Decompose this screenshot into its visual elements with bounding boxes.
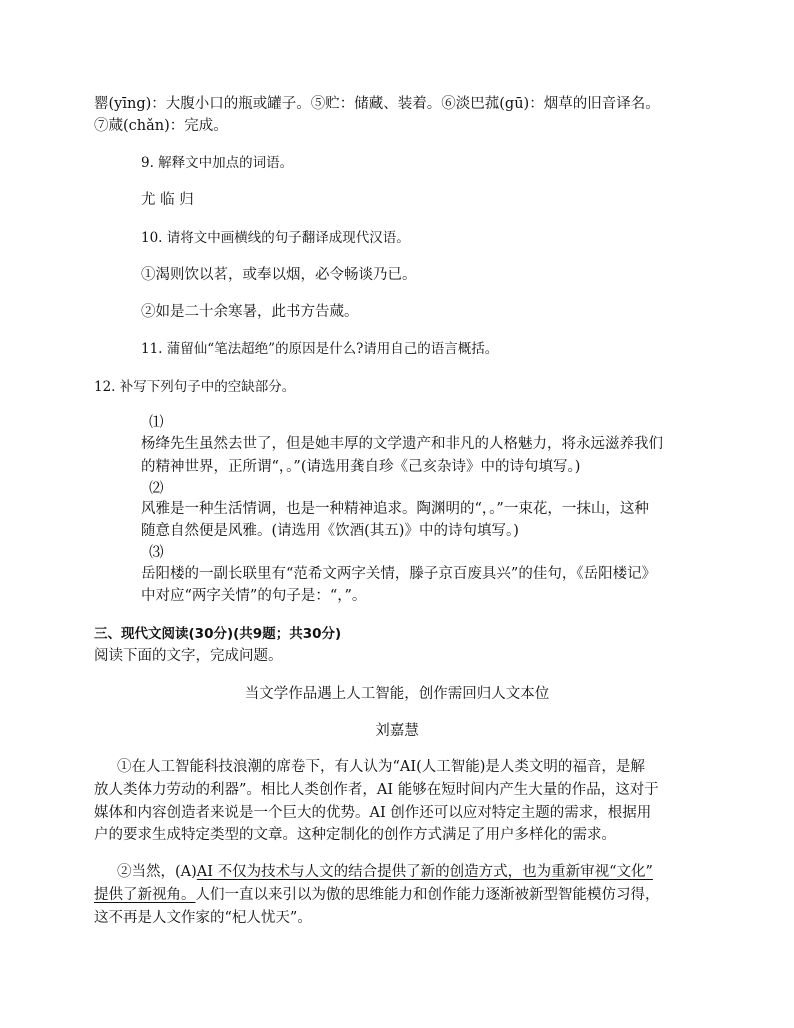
sub-question-line: 岳阳楼的一副长联里有“范希文两字关情，滕子京百废具兴”的佳句，《岳阳楼记》 [141, 566, 657, 582]
sub-question-number: ⑴ [149, 415, 164, 431]
paragraph-line [94, 886, 660, 904]
question-9-words: 尤 临 归 [141, 192, 194, 208]
article-author: 刘嘉慧 [375, 723, 419, 739]
sub-question-number: ⑶ [149, 545, 164, 561]
sub-question-line: 随意自然便是风雅。(请选用《饮酒(其五)》中的诗句填写。) [141, 523, 519, 539]
paragraph-text: 人们一直以来引以为傲的思维能力和创作能力逐渐被新型智能模仿习得， [195, 887, 660, 903]
question-9: 9. 解释文中加点的词语。 [141, 155, 294, 171]
sub-question-number: ⑵ [149, 481, 164, 497]
paragraph-line: 户的要求生成特定类型的文章。这种定制化的创作方式满足了用户多样化的需求。 [94, 827, 616, 843]
paragraph-line: ①在人工智能科技浪潮的席卷下，有人认为“AI(人工智能)是人类文明的福音，是解 [117, 759, 645, 775]
section-heading: 三、现代文阅读(30分)(共9题；共30分) [94, 626, 342, 642]
underlined-sentence: 提供了新视角。 [94, 887, 196, 903]
underlined-sentence: AI 不仅为技术与人文的结合提供了新的创造方式，也为重新审视“文化” [196, 864, 653, 880]
paragraph-text: ②当然，(A) [117, 864, 197, 880]
paragraph-line: 放人类体力劳动的利器”。相比人类创作者，AI 能够在短时间内产生大量的作品，这对于 [94, 782, 659, 798]
paragraph-line: 这不再是人文作家的“杞人忧天”。 [94, 910, 312, 926]
sub-question-line: 的精神世界，正所谓“，。”(请选用龚自珍《己亥杂诗》中的诗句填写。) [141, 459, 581, 475]
paragraph-line [117, 863, 653, 881]
section-instruction: 阅读下面的文字，完成问题。 [94, 648, 283, 664]
paragraph-line: 媒体和内容创造者来说是一个巨大的优势。AI 创作还可以应对特定主题的需求，根据用 [94, 805, 652, 821]
question-10-item: ②如是二十余寒暑，此书方告蒇。 [141, 304, 359, 320]
question-10: 10. 请将文中画横线的句子翻译成现代汉语。 [141, 230, 410, 246]
question-10-item: ①渴则饮以茗，或奉以烟，必令畅谈乃已。 [141, 267, 417, 283]
annotation-line: ⑦蒇(chǎn)：完成。 [94, 118, 228, 134]
question-12: 12. 补写下列句子中的空缺部分。 [94, 379, 296, 395]
question-11: 11. 蒲留仙“笔法超绝”的原因是什么?请用自己的语言概括。 [141, 341, 499, 357]
article-title: 当文学作品遇上人工智能，创作需回归人文本位 [244, 686, 550, 702]
sub-question-line: 中对应“两字关情”的句子是：“，”。 [141, 588, 367, 604]
sub-question-line: 风雅是一种生活情调，也是一种精神追求。陶渊明的“，。”一束花，一抹山，这种 [141, 501, 649, 517]
annotation-line: 罂(yīng)：大腹小口的瓶或罐子。⑤贮：储藏、装着。⑥淡巴菰(gū)：烟草的旧音译名。 [94, 96, 660, 112]
sub-question-line: 杨绛先生虽然去世了，但是她丰厚的文学遗产和非凡的人格魅力，将永远滋养我们 [141, 436, 663, 452]
